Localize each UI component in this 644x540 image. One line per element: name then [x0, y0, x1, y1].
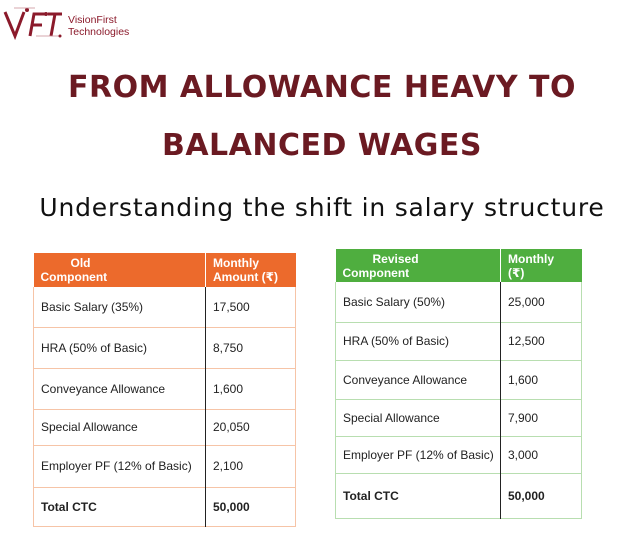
revised-header-component-line1: Revised: [372, 251, 419, 266]
revised-row-component: Conveyance Allowance: [336, 360, 501, 399]
revised-row-amount: 12,500: [508, 334, 545, 348]
old-row-amount: 20,050: [213, 420, 250, 434]
company-logo: [2, 6, 162, 46]
subtitle: Understanding the shift in salary structure: [39, 193, 605, 222]
old-header-component-line1: Old: [70, 256, 91, 270]
revised-total-amount: 50,000: [508, 488, 545, 503]
old-salary-table: [33, 253, 296, 527]
revised-row-component: Special Allowance: [336, 399, 501, 436]
old-row-component: Conveyance Allowance: [34, 368, 206, 409]
old-row-component: Basic Salary (35%): [34, 287, 206, 327]
revised-row-amount: 1,600: [508, 372, 539, 387]
table-row: [336, 399, 582, 436]
table-row: [34, 287, 296, 327]
table-row: [34, 368, 296, 409]
revised-row-amount: 7,900: [508, 410, 539, 425]
table-row: [336, 322, 582, 360]
old-header-component-line2: Component: [40, 270, 108, 284]
revised-total-label: Total CTC: [336, 473, 501, 518]
revised-row-component: Employer PF (12% of Basic): [336, 436, 501, 473]
old-row-amount: 17,500: [213, 299, 250, 314]
revised-row-component: HRA (50% of Basic): [336, 322, 501, 360]
revised-total-row: [336, 473, 582, 518]
table-row: [336, 360, 582, 399]
table-row: [336, 436, 582, 473]
revised-header-amount: [501, 249, 582, 282]
revised-header-component-line2: Component: [342, 265, 410, 280]
revised-row-amount: 3,000: [508, 447, 539, 462]
revised-header-amount-line1: Monthly: [508, 251, 554, 266]
table-row: [34, 409, 296, 445]
old-row-amount: 2,100: [213, 459, 244, 473]
old-total-row: [34, 487, 296, 526]
revised-header-component: [336, 249, 501, 282]
old-row-amount: 8,750: [213, 340, 244, 355]
logo-line-2: Technologies: [68, 26, 130, 38]
old-row-component: Special Allowance: [34, 409, 206, 445]
table-row: [34, 327, 296, 368]
revised-row-component: Basic Salary (50%): [336, 282, 501, 322]
revised-table-header: [336, 249, 582, 282]
old-header-amount: [206, 253, 296, 287]
old-row-component: Employer PF (12% of Basic): [34, 445, 206, 487]
revised-header-amount-line2: (₹): [508, 265, 525, 280]
revised-row-amount: 25,000: [508, 294, 545, 309]
old-total-label: Total CTC: [34, 487, 206, 526]
old-header-amount-line2: Amount (₹): [213, 270, 278, 284]
old-header-component: [34, 253, 206, 287]
vft-logo-mark-icon: [2, 6, 64, 42]
table-row: [34, 445, 296, 487]
old-table-header: [34, 253, 296, 287]
old-header-amount-line1: Monthly: [213, 256, 259, 270]
logo-line-1: VisionFirst: [68, 14, 117, 26]
logo-wordmark: [68, 14, 129, 38]
revised-salary-table: [335, 249, 582, 519]
table-row: [336, 282, 582, 322]
old-row-component: HRA (50% of Basic): [34, 327, 206, 368]
old-total-amount: 50,000: [213, 499, 250, 514]
title-line-2: BALANCED WAGES: [161, 128, 483, 163]
title-line-1: FROM ALLOWANCE HEAVY TO: [68, 70, 576, 105]
old-row-amount: 1,600: [213, 381, 244, 396]
